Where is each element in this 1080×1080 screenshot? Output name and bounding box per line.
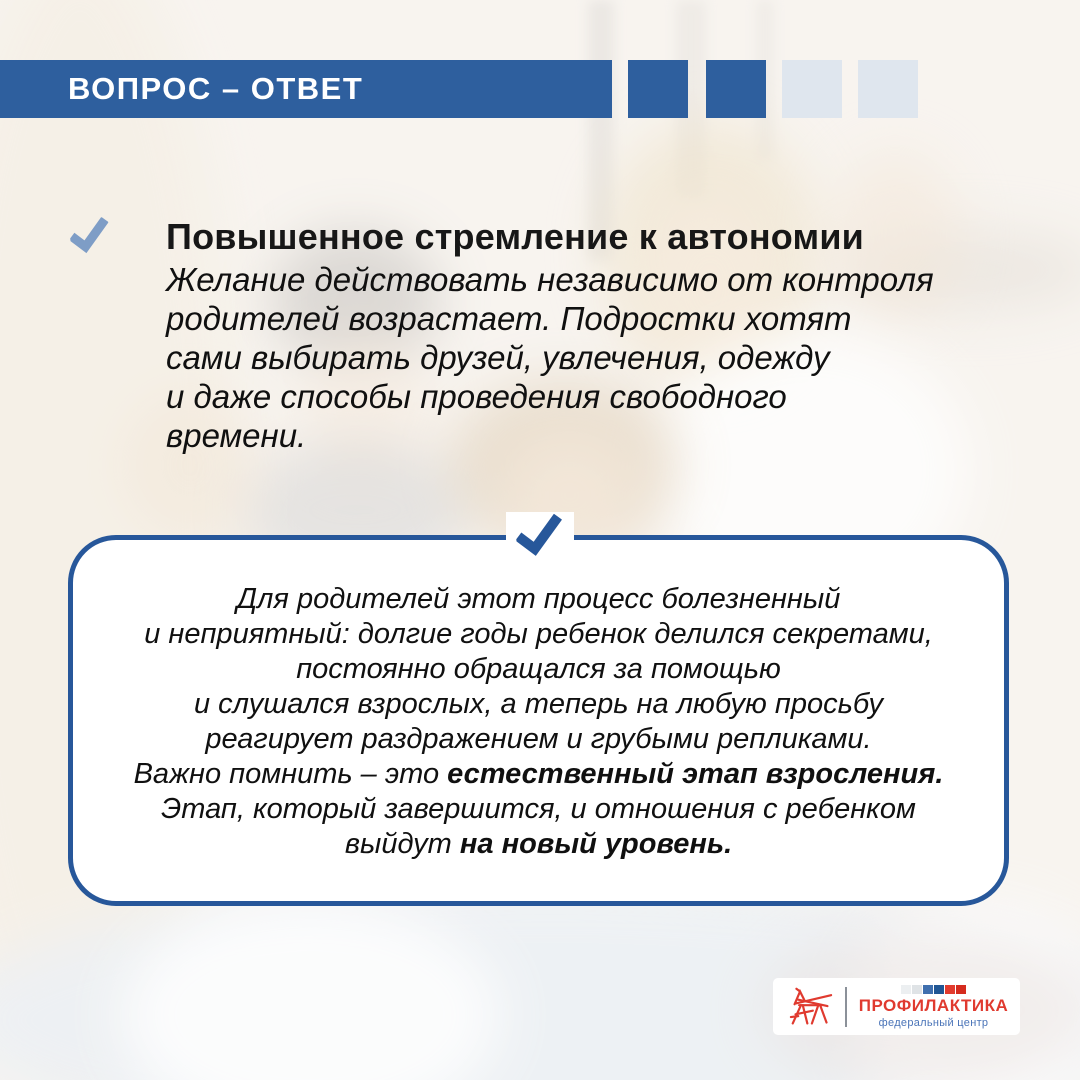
header-square-light-1 xyxy=(782,60,842,118)
answer-line xyxy=(73,827,1004,862)
question-body-line: родителей возрастает. Подростки хотят xyxy=(166,300,852,337)
logo-flag-square xyxy=(912,985,922,994)
question-body-line: и даже способы проведения свободного xyxy=(166,378,787,415)
question-body-line: Желание действовать независимо от контроля xyxy=(166,261,934,298)
logo-flag-square xyxy=(901,985,911,994)
answer-bold-text: естественный этап взросления. xyxy=(447,758,944,790)
logo-flag-square xyxy=(945,985,955,994)
answer-line xyxy=(73,722,1004,757)
question-section xyxy=(166,217,1016,455)
answer-bold-text: на новый уровень. xyxy=(459,828,733,860)
answer-text: реагирует раздражением и грубыми репликами. xyxy=(205,723,872,755)
answer-text: и неприятный: долгие годы ребенок делился секретами, xyxy=(144,618,933,650)
logo xyxy=(773,978,1020,1035)
answer-line xyxy=(73,687,1004,722)
logo-flag-square xyxy=(934,985,944,994)
answer-text: Важно помнить – это xyxy=(133,758,448,790)
answer-box xyxy=(68,535,1009,906)
answer-line xyxy=(73,582,1004,617)
answer-line xyxy=(73,757,1004,792)
question-body-line: времени. xyxy=(166,417,307,454)
question-check-icon xyxy=(68,216,112,255)
answer-text: постоянно обращался за помощью xyxy=(296,653,781,685)
logo-subtitle: федеральный центр xyxy=(878,1016,989,1029)
answer-line xyxy=(73,792,1004,827)
answer-text: и слушался взрослых, а теперь на любую просьбу xyxy=(193,688,884,720)
answer-text: Этап, который завершится, и отношения с ребенком xyxy=(161,793,916,825)
answer-check-icon xyxy=(513,513,566,559)
answer-text: выйдут xyxy=(344,828,460,860)
header-square-light-2 xyxy=(858,60,918,118)
answer-check-tab xyxy=(506,512,574,560)
logo-flag-square xyxy=(923,985,933,994)
answer-line xyxy=(73,617,1004,652)
answer-text: Для родителей этот процесс болезненный xyxy=(236,583,841,615)
logo-divider xyxy=(845,987,847,1027)
question-body-line: сами выбирать друзей, увлечения, одежду xyxy=(166,339,830,376)
header-square-dark-1 xyxy=(628,60,688,118)
question-body xyxy=(166,260,1016,455)
answer-line xyxy=(73,652,1004,687)
logo-flag-squares xyxy=(901,985,966,994)
logo-title: ПРОФИЛАКТИКА xyxy=(858,995,1009,1015)
question-title: Повышенное стремление к автономии xyxy=(166,216,865,257)
header-title: ВОПРОС – ОТВЕТ xyxy=(68,71,364,106)
logo-flag-square xyxy=(956,985,966,994)
logo-horse-icon xyxy=(785,986,837,1028)
logo-text-block xyxy=(857,985,1020,1029)
header-square-dark-2 xyxy=(706,60,766,118)
